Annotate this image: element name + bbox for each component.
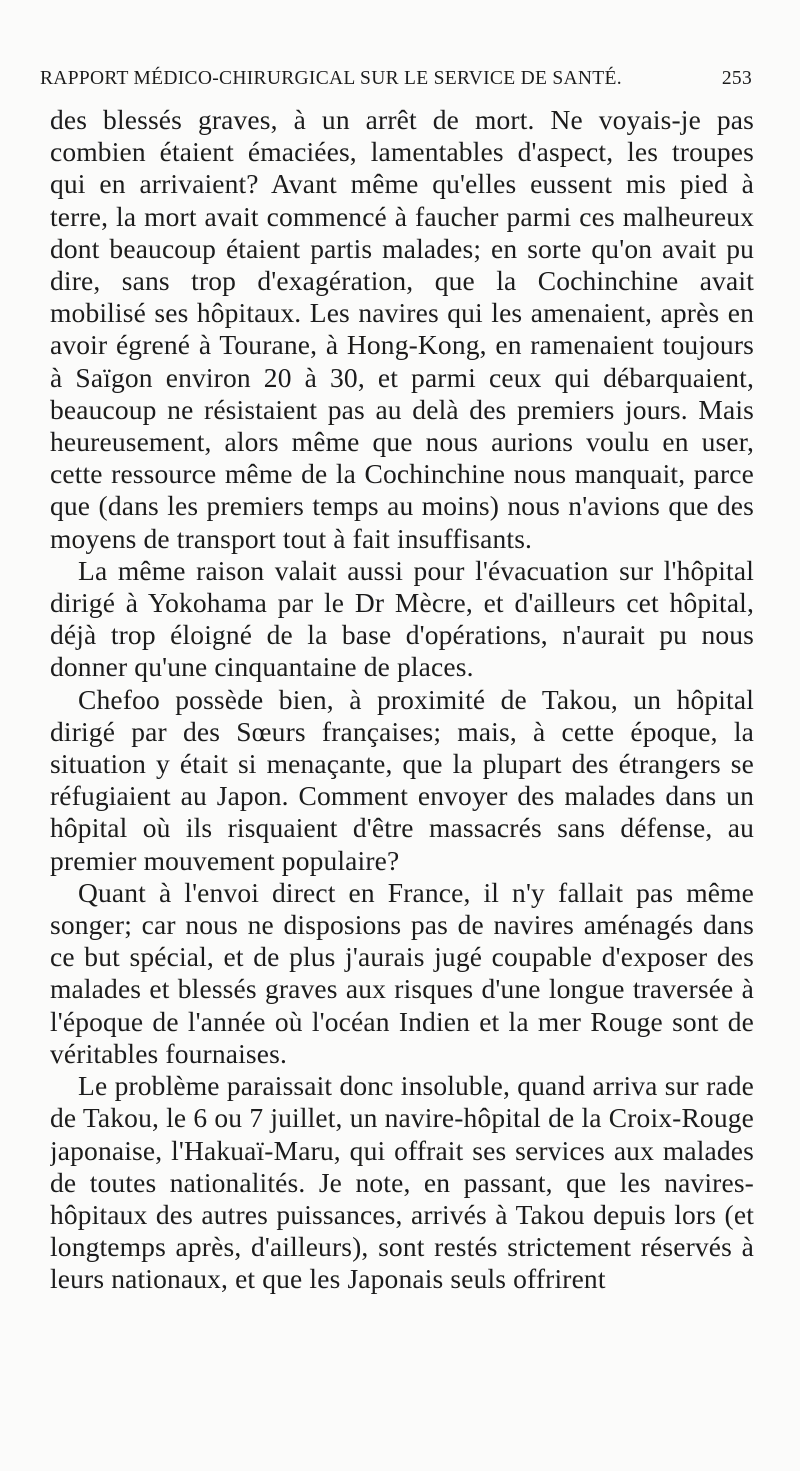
page-header [40,68,752,98]
paragraph-continuation: des blessés graves, à un arrêt de mort. Ne voyais-je pas combien étaient émaciées, lamentables d'aspect, les troupes qui en arrivaient? Avant même qu'elles eussent mis pied à terre, la mort avait commencé à faucher parmi ces malheureux dont beaucoup étaient partis malades; en sorte qu'on avait pu dire, sans trop d'exagération, que la Cochinchine avait mobilisé ses hôpitaux. Les navires qui les amenaient, après en avoir égrené à Tourane, à Hong-Kong, en ramenaient toujours à Saïgon environ 20 à 30, et parmi ceux qui débarquaient, beaucoup ne résistaient pas au delà des premiers jours. Mais heureusement, alors même que nous aurions voulu en user, cette ressource même de la Cochinchine nous manquait, parce que (dans les premiers temps au moins) nous n'avions que des moyens de transport tout à fait insuffisants. [50,104,754,554]
body-text [50,104,754,1384]
paragraph-chefoo-hospital: Chefoo possède bien, à proximité de Takou, un hôpital dirigé par des Sœurs françaises; mais, à cette époque, la situation y était si menaçante, que la plupart des étrangers se réfugiaient au Japon. Comment envoyer des malades dans un hôpital où ils risquaient d'être massacrés sans défense, au premier mouvement populaire? [50,683,754,876]
page-number: 253 [721,68,752,89]
paragraph-yokohama-hospital: La même raison valait aussi pour l'évacuation sur l'hôpital dirigé à Yokohama par le Dr Mècre, et d'ailleurs cet hôpital, déjà trop éloigné de la base d'opérations, n'aurait pu nous donner qu'une cinquantaine de places. [50,554,754,683]
paragraph-evacuation-france: Quant à l'envoi direct en France, il n'y fallait pas même songer; car nous ne disposions pas de navires aménagés dans ce but spécial, et de plus j'aurais jugé coupable d'exposer des malades et blessés graves aux risques d'une longue traversée à l'époque de l'année où l'océan Indien et la mer Rouge sont de véritables fournaises. [50,876,754,1069]
running-title: RAPPORT MÉDICO-CHIRURGICAL SUR LE SERVICE DE SANTÉ. [40,68,622,89]
paragraph-hospital-ship: Le problème paraissait donc insoluble, quand arriva sur rade de Takou, le 6 ou 7 juillet, un navire-hôpital de la Croix-Rouge japonaise, l'Hakuaï-Maru, qui offrait ses services aux malades de toutes nationalités. Je note, en passant, que les navires-hôpitaux des autres puissances, arrivés à Takou depuis lors (et longtemps après, d'ailleurs), sont restés strictement réservés à leurs nationaux, et que les Japonais seuls offrirent [50,1070,754,1295]
